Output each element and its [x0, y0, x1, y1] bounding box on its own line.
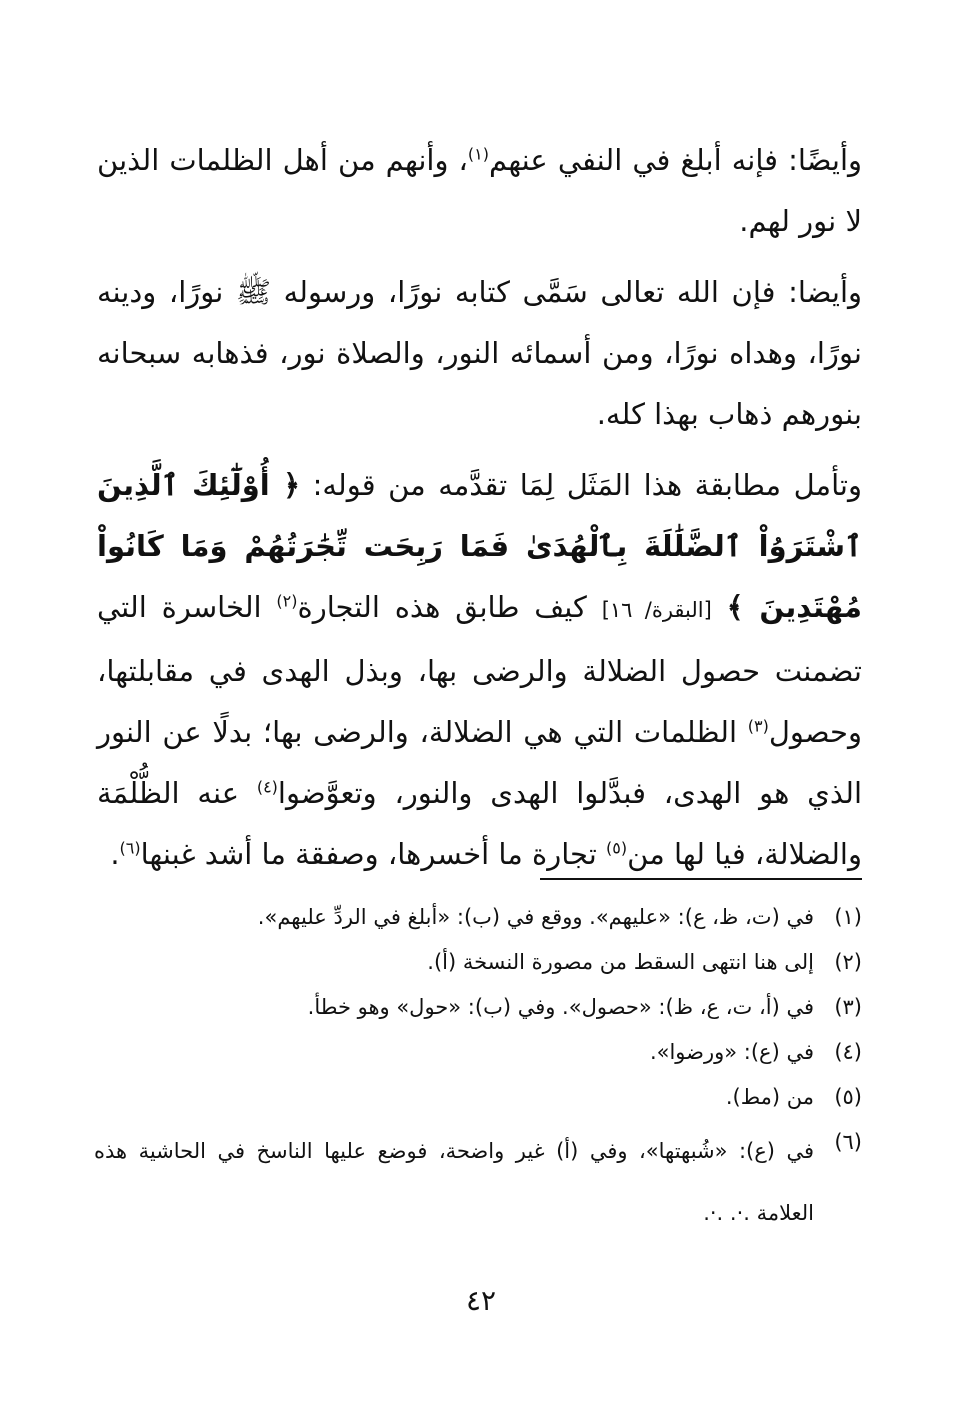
paragraph-text: عنه الظُّلْمَة والضلالة، فيا لها من	[97, 776, 862, 871]
paragraph-text: الخاسرة التي تضمنت حصول الضلالة والرضى بها، وبذل الهدى في مقابلتها، وحصول	[97, 590, 862, 749]
footnote-ref-2: (٢)	[276, 591, 298, 611]
paragraph-text: ، وأنهم من أهل الظلمات الذين لا نور لهم.	[97, 143, 862, 238]
footnote-ref-5: (٥)	[606, 838, 628, 858]
footnote-4	[94, 1030, 862, 1075]
footnote-number: (٤)	[834, 1040, 862, 1064]
paragraph-2: وأيضا: فإن الله تعالى سَمَّى كتابه نورًا، ورسوله ﷺ نورًا، ودينه نورًا، وهداه نورًا، ومن أسمائه النور، والصلاة نور، فذهابه سبحانه بنورهم ذهاب بهذا كله.	[97, 275, 862, 431]
page-number: ٤٢	[465, 1284, 497, 1317]
footnote-text: في (أ، ت، ع، ظ): «حصول». وفي (ب): «حول» وهو خطأ.	[307, 995, 814, 1019]
footnote-ref-4: (٤)	[256, 777, 278, 797]
footnote-text: في (ت، ظ، ع): «عليهم». ووقع في (ب): «أبلغ في الردِّ عليهم».	[257, 905, 814, 929]
verse-reference: [البقرة/ ١٦]	[601, 598, 712, 622]
footnote-number: (١)	[834, 905, 862, 929]
footnote-3	[94, 985, 862, 1030]
footnote-5	[94, 1075, 862, 1120]
footnote-divider	[540, 878, 862, 880]
footnote-number: (٣)	[834, 995, 862, 1019]
footnote-number: (٦)	[834, 1130, 862, 1154]
paragraph-text: وأيضًا: فإنه أبلغ في النفي عنهم	[489, 143, 863, 177]
footnotes	[94, 895, 862, 1244]
footnote-ref-3: (٣)	[747, 716, 769, 736]
footnote-ref-6: (٦)	[119, 838, 141, 858]
footnote-number: (٢)	[834, 950, 862, 974]
quran-verse: ﴿ أُوْلَٰٓئِكَ ٱلَّذِينَ ٱشْتَرَوُاْ ٱلضَّلَٰلَةَ بِٱلْهُدَىٰ فَمَا رَبِحَت تِّجَٰرَتُهُمْ وَمَا كَانُواْ مُهْتَدِينَ ﴾	[97, 468, 862, 624]
footnote-1	[94, 895, 862, 940]
main-text	[97, 130, 862, 885]
footnote-ref-1: (١)	[467, 144, 490, 164]
paragraph-text: وتأمل مطابقة هذا المَثَل لِمَا تقدَّمه من قوله:	[312, 468, 863, 502]
footnote-6	[94, 1120, 862, 1244]
footnote-text: في (ع): «ورضوا».	[649, 1040, 814, 1064]
paragraph-text: كيف طابق هذه التجارة	[297, 590, 587, 624]
footnote-text: إلى هنا انتهى السقط من مصورة النسخة (أ).	[427, 950, 814, 974]
footnote-number: (٥)	[834, 1085, 862, 1109]
paragraph-text: الظلمات التي هي الضلالة، والرضى بها؛ بدلًا عن النور الذي هو الهدى، فبدَّلوا الهدى والنور، وتعوَّضوا	[97, 715, 862, 810]
paragraph-text: تجارة ما أخسرها، وصفقة ما أشد غبنها	[140, 837, 597, 871]
paragraph-3	[97, 455, 862, 885]
footnote-text: في (ع): «شُبهتها»، وفي (أ) غير واضحة، فوضع عليها الناسخ في الحاشية هذه العلامة .·. .·.	[94, 1139, 814, 1225]
paragraph-1	[97, 130, 862, 252]
footnote-2	[94, 940, 862, 985]
footnote-text: من (مط).	[725, 1085, 814, 1109]
paragraph-text: .	[110, 837, 120, 871]
